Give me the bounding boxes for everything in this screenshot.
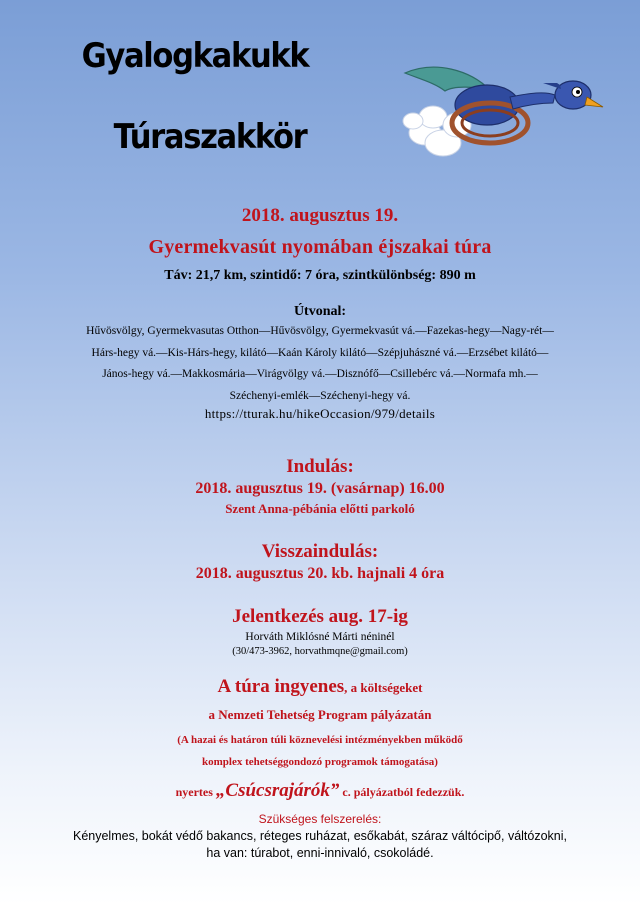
route-description	[0, 321, 640, 407]
route-line: Hárs-hegy vá.—Kis-Hárs-hegy, kilátó—Kaán Károly kilátó—Szépjuhászné vá.—Erzsébet kilátó—	[91, 346, 549, 359]
winners-prefix: nyertes	[175, 785, 216, 799]
route-line: Hűvösvölgy, Gyermekvasutas Otthon—Hűvösvölgy, Gyermekvasút vá.—Fazekas-hegy—Nagy-rét—	[86, 325, 554, 337]
free-text: A túra ingyenes	[217, 676, 345, 697]
route-line: Széchenyi-emlék—Széchenyi-hegy vá.	[229, 389, 411, 402]
return-heading: Visszaindulás:	[261, 541, 379, 562]
departure-heading: Indulás:	[286, 456, 354, 477]
funding-note-line-2: komplex tehetséggondozó programok támogatása)	[202, 756, 438, 768]
title-line-2: Túraszakkör	[113, 117, 307, 157]
event-date: 2018. augusztus 19.	[241, 205, 399, 226]
funding-statement	[0, 676, 640, 698]
costs-text: , a költségeket	[344, 680, 423, 695]
equipment-line-2: ha van: túrabot, enni-innivaló, csokoládé.	[206, 846, 434, 860]
title-line-1: Gyalogkakukk	[81, 36, 309, 76]
funding-note-line-1: (A hazai és határon túli köznevelési intézményekben működő	[177, 734, 463, 746]
event-name: Gyermekvasút nyomában éjszakai túra	[148, 236, 492, 258]
route-line: János-hegy vá.—Makkosmária—Virágvölgy vá.—Disznófő—Csillebérc vá.—Normafa mh.—	[102, 368, 538, 380]
departure-datetime: 2018. augusztus 19. (vasárnap) 16.00	[195, 480, 445, 497]
event-stats: Táv: 21,7 km, szintidő: 7 óra, szintkülönbség: 890 m	[164, 268, 476, 283]
project-name: „Csúcsrajárók”	[215, 780, 340, 801]
registration-contact-name: Horváth Miklósné Márti néninél	[245, 631, 395, 643]
route-url: https://tturak.hu/hikeOccasion/979/details	[204, 406, 436, 421]
registration-heading: Jelentkezés aug. 17-ig	[232, 606, 408, 627]
departure-place: Szent Anna-pébánia előtti parkoló	[225, 501, 415, 516]
return-datetime: 2018. augusztus 20. kb. hajnali 4 óra	[195, 565, 445, 582]
equipment-line-1: Kényelmes, bokát védő bakancs, réteges ruházat, esőkabát, száraz váltócipő, váltózokni,	[72, 829, 568, 843]
roadrunner-cartoon-icon	[395, 55, 605, 165]
equipment-heading: Szükséges felszerelés:	[258, 812, 382, 826]
route-heading: Útvonal:	[293, 304, 347, 319]
winners-suffix: c. pályázatból fedezzük.	[339, 785, 465, 799]
registration-contact-details: (30/473-3962, horvathmqne@gmail.com)	[232, 646, 408, 657]
funding-program: a Nemzeti Tehetség Program pályázatán	[208, 707, 432, 722]
funding-winners	[0, 780, 640, 802]
